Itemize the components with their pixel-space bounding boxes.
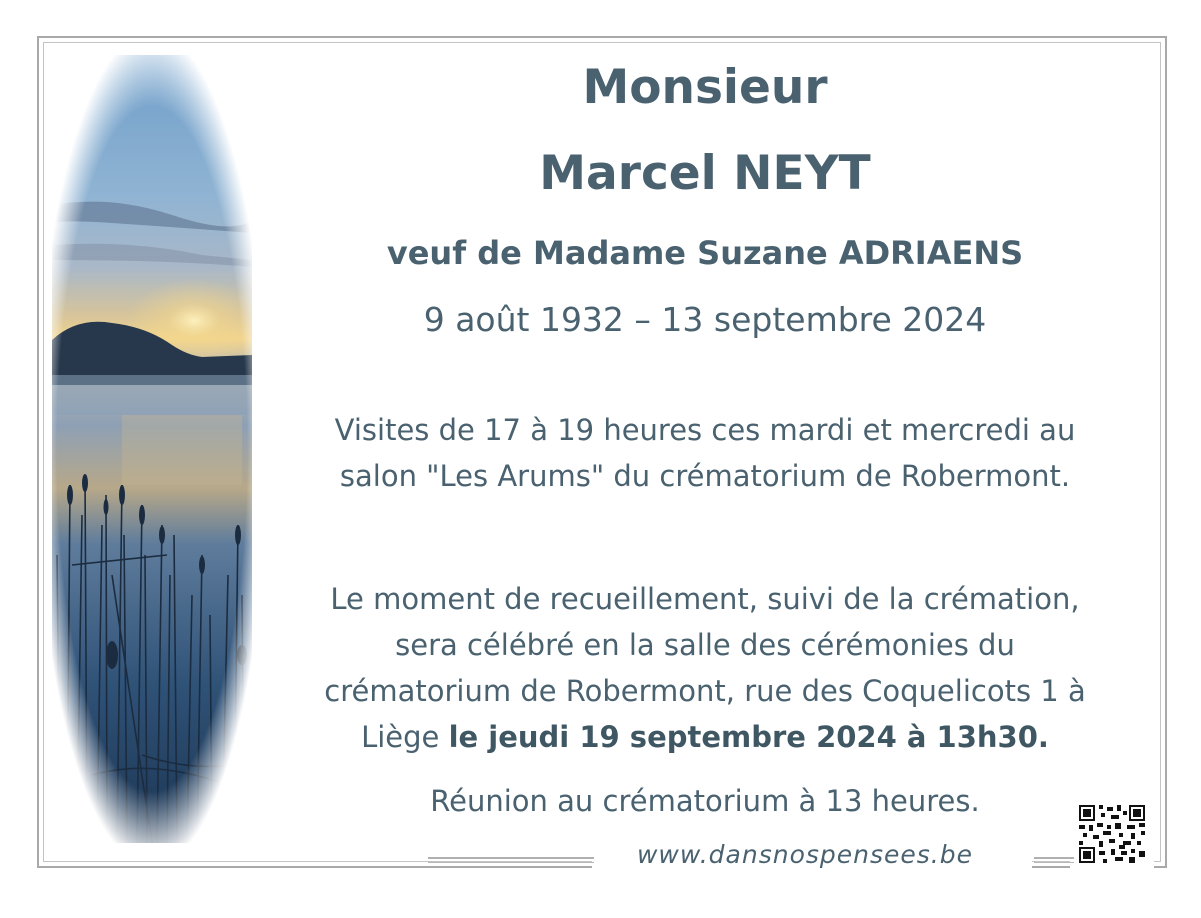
relation-line: veuf de Madame Suzane ADRIAENS — [386, 234, 1024, 272]
footer-rule-right — [1034, 857, 1074, 859]
ceremony-block — [280, 576, 1130, 760]
ceremony-date: le jeudi 19 septembre 2024 à 13h30. — [448, 720, 1049, 754]
footer-rule-right-2 — [1034, 862, 1074, 863]
qr-code-icon[interactable] — [1079, 805, 1145, 863]
ceremony-line-1: Le moment de recueillement, suivi de la crémation, — [330, 582, 1080, 616]
visits-line-1: Visites de 17 à 19 heures ces mardi et mercredi au — [334, 413, 1076, 447]
life-dates: 9 août 1932 – 13 septembre 2024 — [423, 300, 987, 339]
ceremony-line-3: crématorium de Robermont, rue des Coquelicots 1 à — [324, 674, 1086, 708]
ceremony-place: Liège — [361, 720, 449, 754]
website-link[interactable]: www.dansnospensees.be — [636, 840, 973, 869]
footer-rule-left-2 — [428, 862, 594, 863]
lake-sunset-photo — [52, 55, 252, 843]
ceremony-line-2: sera célébré en la salle des cérémonies du — [395, 628, 1015, 662]
footer-rule-left — [428, 857, 594, 859]
honorific: Monsieur — [582, 60, 828, 115]
visits-block — [280, 407, 1130, 499]
ceremony-line-4 — [280, 714, 1130, 760]
gathering-line: Réunion au crématorium à 13 heures. — [430, 784, 980, 818]
deceased-name: Marcel NEYT — [539, 146, 871, 201]
visits-line-2: salon "Les Arums" du crématorium de Robermont. — [339, 459, 1071, 493]
